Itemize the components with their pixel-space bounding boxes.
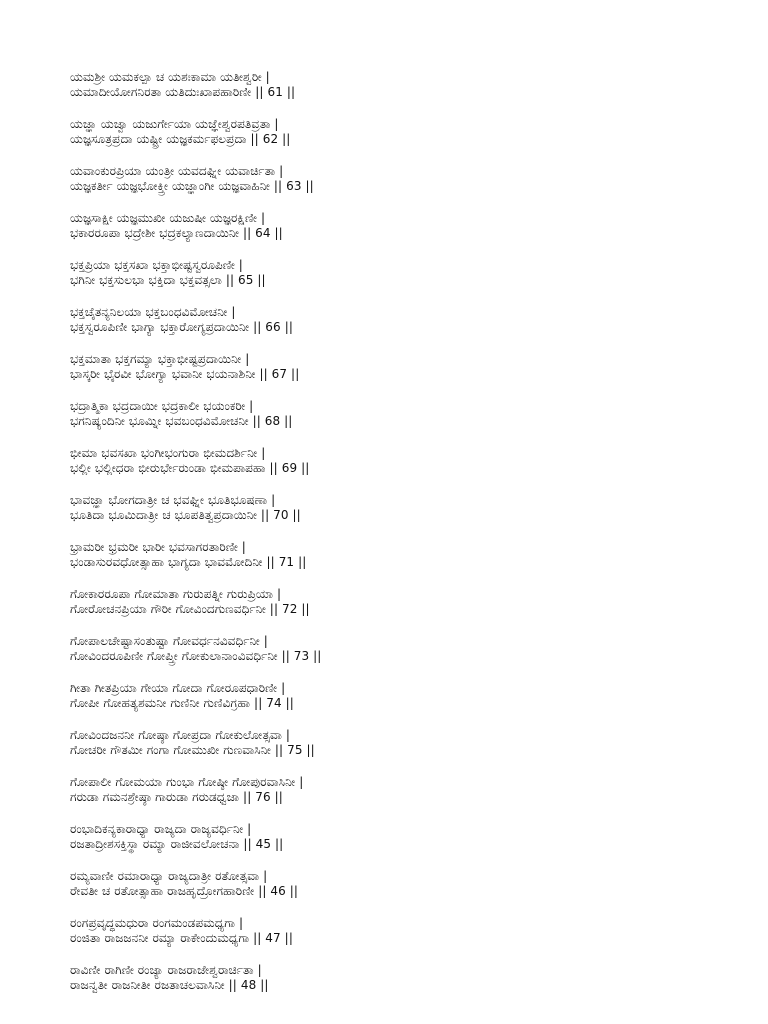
verse-line-first: ರಾವಿಣೀ ರಾಗಿಣೀ ರಂಜ್ಯಾ ರಾಜರಾಜೇಶ್ವರಾರ್ಚಿತಾ | xyxy=(70,963,262,977)
verse-block xyxy=(70,399,750,429)
verse-line-second: ಭೂತಿದಾ ಭೂಮಿದಾತ್ರೀ ಚ ಭೂಪತಿತ್ವಪ್ರದಾಯಿನೀ || 70 || xyxy=(70,508,301,522)
verse-block xyxy=(70,493,750,523)
verse-line-second: ಭಕಾರರೂಪಾ ಭದ್ರೇಶೀ ಭದ್ರಕಲ್ಯಾಣದಾಯಿನೀ || 64 || xyxy=(70,226,283,240)
verse-block xyxy=(70,916,750,946)
verse-block xyxy=(70,775,750,805)
verse-block xyxy=(70,587,750,617)
verse-line-first: ಭಕ್ತಚೈತನ್ಯನಿಲಯಾ ಭಕ್ತಬಂಧವಿಮೋಚನೀ | xyxy=(70,305,236,319)
verse-line-first: ಯಜ್ಞಾ ಯಜ್ವಾ ಯಜುರ್ಗೇಯಾ ಯಜ್ಞೇಶ್ವರಪತಿವ್ರತಾ | xyxy=(70,117,279,131)
verse-line-second: ಗರುಡಾ ಗಮನಶ್ರೇಷ್ಠಾ ಗಾರುಡಾ ಗರುಡಧ್ವಜಾ || 76 || xyxy=(70,790,283,804)
verse-line-second: ಯಜ್ಞಕರ್ತೀ ಯಜ್ಞಭೋಕ್ತ್ರೀ ಯಜ್ಞಾಂಗೀ ಯಜ್ಞವಾಹಿನೀ || 63 || xyxy=(70,179,314,193)
verse-block xyxy=(70,634,750,664)
verse-line-first: ರಮ್ಯವಾಣೀ ರಮಾರಾಧ್ಯಾ ರಾಜ್ಯದಾತ್ರೀ ರತೋತ್ಸವಾ | xyxy=(70,869,268,883)
verse-line-second: ರೇವತೀ ಚ ರತೋತ್ಸಾಹಾ ರಾಜಹೃದ್ರೋಗಹಾರಿಣೀ || 46 || xyxy=(70,884,299,898)
verse-line-second: ಭಗಿನೀ ಭಕ್ತಸುಲಭಾ ಭಕ್ತಿದಾ ಭಕ್ತವತ್ಸಲಾ || 65 || xyxy=(70,273,266,287)
verse-line-second: ಗೋಪೀ ಗೋಹತ್ಯಶಮನೀ ಗುಣಿನೀ ಗುಣಿವಿಗ್ರಹಾ || 74 || xyxy=(70,696,294,710)
verse-line-first: ಗೋಪಾಲೀ ಗೋಮಯಾ ಗುಂಭಾ ಗೋಷ್ಠೀ ಗೋಪುರವಾಸಿನೀ | xyxy=(70,775,304,789)
verse-line-first: ಯಜ್ಞಸಾಕ್ಷೀ ಯಜ್ಞಮುಖೀ ಯಜುಷೀ ಯಜ್ಞರಕ್ಷಿಣೀ | xyxy=(70,211,266,225)
verse-line-first: ಗೋಕಾರರೂಪಾ ಗೋಮಾತಾ ಗುರುಪತ್ನೀ ಗುರುಪ್ರಿಯಾ | xyxy=(70,587,282,601)
verse-line-second: ಭಾಸ್ಕರೀ ಭೈರವೀ ಭೋಗ್ಯಾ ಭವಾನೀ ಭಯನಾಶಿನೀ || 67 || xyxy=(70,367,300,381)
verse-line-second: ಗೋವಿಂದರೂಪಿಣೀ ಗೋಪ್ತ್ರೀ ಗೋಕುಲಾನಾಂವಿವರ್ಧಿನೀ || 73 || xyxy=(70,649,322,663)
verse-block xyxy=(70,822,750,852)
verse-line-second: ರಂಜಿತಾ ರಾಜಜನನೀ ರಮ್ಯಾ ರಾಕೇಂದುಮಧ್ಯಗಾ || 47 || xyxy=(70,931,293,945)
verse-block xyxy=(70,70,750,100)
verse-line-second: ಭಲ್ಲೀ ಭಲ್ಲೀಧರಾ ಭೀರುರ್ಭೇರುಂಡಾ ಭೀಮಪಾಪಹಾ || 69 || xyxy=(70,461,310,475)
verse-block xyxy=(70,211,750,241)
verse-line-first: ಗೀತಾ ಗೀತಪ್ರಿಯಾ ಗೇಯಾ ಗೋದಾ ಗೋರೂಪಧಾರಿಣೀ | xyxy=(70,681,286,695)
verse-block xyxy=(70,258,750,288)
verse-line-second: ಗೋರೋಚನಪ್ರಿಯಾ ಗೌರೀ ಗೋವಿಂದಗುಣವರ್ಧಿನೀ || 72 || xyxy=(70,602,310,616)
verse-line-first: ಯವಾಂಕುರಪ್ರಿಯಾ ಯಂತ್ರೀ ಯವದಘ್ನೀ ಯವಾರ್ಚಿತಾ | xyxy=(70,164,284,178)
verse-line-second: ಭಂಡಾಸುರವಧೋತ್ಸಾಹಾ ಭಾಗ್ಯದಾ ಭಾವಮೋದಿನೀ || 71 || xyxy=(70,555,307,569)
verse-line-second: ರಾಜನ್ವತೀ ರಾಜನೀತೀ ರಜತಾಚಲವಾಸಿನೀ || 48 || xyxy=(70,978,269,992)
verse-line-second: ಭಕ್ತಸ್ವರೂಪಿಣೀ ಭಾಗ್ಯಾ ಭಕ್ತಾರೋಗ್ಯಪ್ರದಾಯಿನೀ || 66 || xyxy=(70,320,293,334)
verse-line-second: ಯಮಾದೀಯೋಗನಿರತಾ ಯತಿದುಃಖಾಪಹಾರಿಣೀ || 61 || xyxy=(70,85,296,99)
stotra-page xyxy=(70,70,750,1010)
verse-line-second: ಯಜ್ಞಸೂತ್ರಪ್ರದಾ ಯಷ್ಟ್ರೀ ಯಜ್ಞಕರ್ಮಫಲಪ್ರದಾ || 62 || xyxy=(70,132,291,146)
verse-line-first: ಯಮಶ್ರೀ ಯಮಕಲ್ಪಾ ಚ ಯಶಃಕಾಮಾ ಯತೀಶ್ವರೀ | xyxy=(70,70,270,84)
verse-line-first: ಭಕ್ತಮಾತಾ ಭಕ್ತಗಮ್ಯಾ ಭಕ್ತಾಭೀಷ್ಟಪ್ರದಾಯಿನೀ | xyxy=(70,352,250,366)
verse-line-first: ಗೋವಿಂದಜನನೀ ಗೋಷ್ಠಾ ಗೋಪ್ರದಾ ಗೋಕುಲೋತ್ಸವಾ | xyxy=(70,728,291,742)
verse-line-first: ಭ್ರಾಮರೀ ಭ್ರಮರೀ ಭಾರೀ ಭವಸಾಗರತಾರಿಣೀ | xyxy=(70,540,246,554)
verse-line-second: ಗೋಚರೀ ಗೌತಮೀ ಗಂಗಾ ಗೋಮುಖೀ ಗುಣವಾಸಿನೀ || 75 || xyxy=(70,743,315,757)
verse-line-first: ಭಕ್ತಪ್ರಿಯಾ ಭಕ್ತಸಖಾ ಭಕ್ತಾಭೀಷ್ಟಸ್ವರೂಪಿಣೀ | xyxy=(70,258,243,272)
verse-line-first: ರಂಭಾದಿಕನ್ಯಕಾರಾಧ್ಯಾ ರಾಜ್ಯದಾ ರಾಜ್ಯವರ್ಧಿನೀ | xyxy=(70,822,252,836)
verse-line-first: ಭದ್ರಾತ್ಮಿಕಾ ಭದ್ರದಾಯೀ ಭದ್ರಕಾಲೀ ಭಯಂಕರೀ | xyxy=(70,399,254,413)
verse-line-first: ಭೀಮಾ ಭವಸಖಾ ಭಂಗೀಭಂಗುರಾ ಭೀಮದರ್ಶಿನೀ | xyxy=(70,446,266,460)
verse-block xyxy=(70,963,750,993)
verse-block xyxy=(70,869,750,899)
verse-line-second: ರಜತಾದ್ರೀಶಸಕ್ತಿಸ್ಥಾ ರಮ್ಯಾ ರಾಜೀವಲೋಚನಾ || 45 || xyxy=(70,837,284,851)
verse-line-first: ಗೋಪಾಲಚೇಷ್ಟಾಸಂತುಷ್ಟಾ ಗೋವರ್ಧನವಿವರ್ಧಿನೀ | xyxy=(70,634,268,648)
verse-block xyxy=(70,728,750,758)
verse-block xyxy=(70,446,750,476)
verse-line-first: ರಂಗಪ್ರವೃದ್ಧಮಧುರಾ ರಂಗಮಂಡಪಮಧ್ಯಗಾ | xyxy=(70,916,244,930)
verse-line-first: ಭಾವಜ್ಞಾ ಭೋಗದಾತ್ರೀ ಚ ಭವಘ್ನೀ ಭೂತಿಭೂಷಣಾ | xyxy=(70,493,276,507)
verse-block xyxy=(70,352,750,382)
verse-block xyxy=(70,164,750,194)
verse-block xyxy=(70,540,750,570)
verse-block xyxy=(70,681,750,711)
verse-block xyxy=(70,117,750,147)
verse-block xyxy=(70,305,750,335)
verse-line-second: ಭಗನಿಷ್ಯಂದಿನೀ ಭೂಮ್ನೀ ಭವಬಂಧವಿಮೋಚನೀ || 68 || xyxy=(70,414,293,428)
